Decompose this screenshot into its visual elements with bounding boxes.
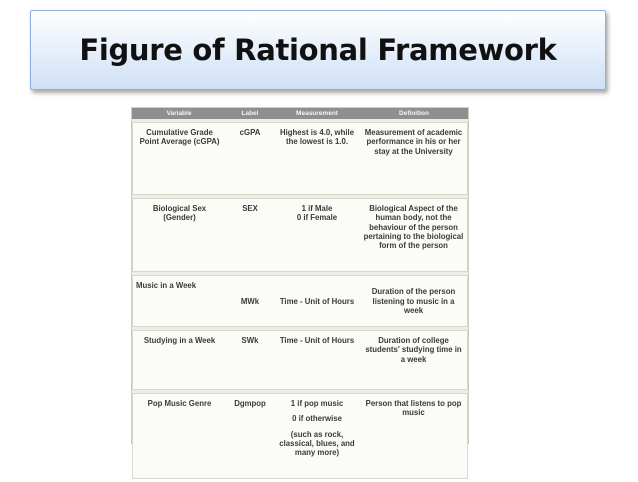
cell-measurement: Time - Unit of Hours (274, 330, 360, 390)
cell-label: MWk (226, 275, 274, 327)
cell-definition: Measurement of academic performance in his or her stay at the University (360, 122, 468, 195)
measurement-line: 0 if otherwise (292, 414, 342, 424)
cell-label: SEX (226, 198, 274, 272)
framework-table (132, 105, 468, 482)
cell-measurement: Time - Unit of Hours (274, 275, 360, 327)
measurement-line: 0 if Female (296, 213, 338, 223)
cell-variable: Biological Sex (Gender) (132, 198, 226, 272)
cell-definition: Biological Aspect of the human body, not the behaviour of the person pertaining to the biological form of the person (360, 198, 468, 272)
table-row (132, 198, 468, 272)
title-banner (30, 10, 606, 90)
header-definition: Definition (360, 108, 468, 119)
table-row (132, 330, 468, 390)
cell-measurement (274, 198, 360, 272)
table-row (132, 393, 468, 479)
page-title: Figure of Rational Framework (79, 33, 557, 67)
measurement-line: 1 if Male (301, 204, 333, 213)
cell-definition: Duration of the person listening to music in a week (360, 275, 468, 327)
table-row (132, 122, 468, 195)
header-label: Label (226, 108, 274, 119)
cell-label: Dgmpop (226, 393, 274, 479)
framework-table-image (131, 107, 469, 458)
cell-measurement: Highest is 4.0, while the lowest is 1.0. (274, 122, 360, 195)
cell-label: SWk (226, 330, 274, 390)
measurement-line: 1 if pop music (290, 399, 344, 408)
measurement-line: (such as rock, classical, blues, and many more) (279, 429, 355, 458)
cell-definition: Duration of college students' studying time in a week (360, 330, 468, 390)
cell-measurement (274, 393, 360, 479)
table-row (132, 275, 468, 327)
header-measurement: Measurement (274, 108, 360, 119)
table-header-row (132, 108, 468, 119)
header-variable: Variable (132, 108, 226, 119)
cell-label: cGPA (226, 122, 274, 195)
cell-variable: Music in a Week (132, 275, 226, 327)
cell-variable: Studying in a Week (132, 330, 226, 390)
cell-variable: Cumulative Grade Point Average (cGPA) (132, 122, 226, 195)
cell-definition: Person that listens to pop music (360, 393, 468, 479)
cell-variable: Pop Music Genre (132, 393, 226, 479)
